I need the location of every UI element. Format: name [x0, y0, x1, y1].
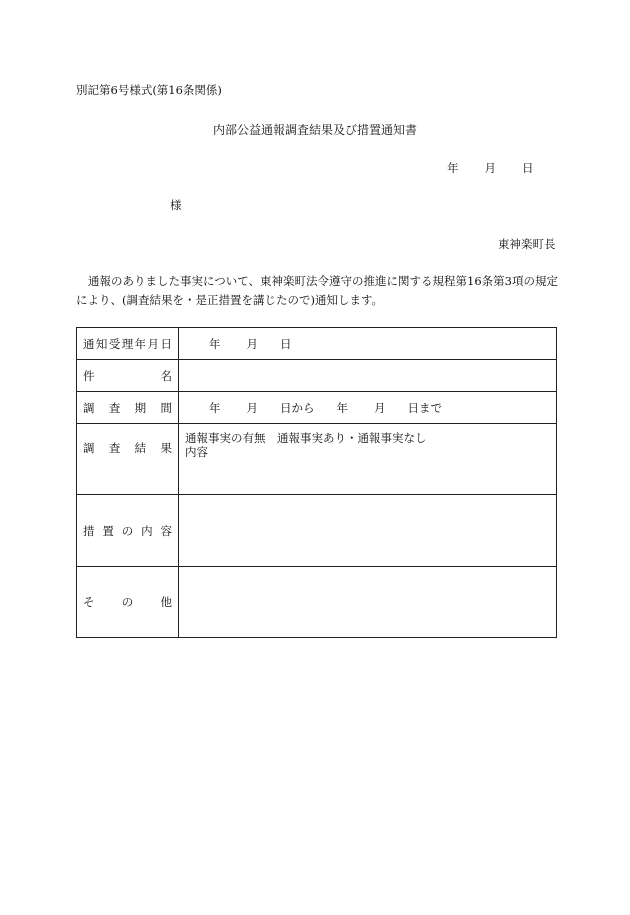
- label-char: の: [121, 595, 134, 609]
- month-label: 月: [484, 161, 496, 175]
- table-row-receipt-date: [77, 328, 557, 360]
- result-content-line: 内容: [185, 445, 208, 459]
- issue-date: [447, 161, 534, 175]
- label-char: 措: [83, 523, 95, 538]
- label-char: 結: [134, 441, 147, 455]
- label-char: 日: [160, 336, 172, 351]
- value-investigation-result[interactable]: [179, 424, 557, 495]
- value-measures[interactable]: [179, 495, 557, 567]
- end-month-label: 月: [374, 400, 386, 415]
- value-investigation-period[interactable]: [179, 392, 557, 424]
- label-char: 年: [134, 336, 147, 351]
- table-row-investigation-result: [77, 424, 557, 495]
- month-label: 月: [246, 336, 258, 351]
- label-char: 月: [147, 336, 160, 351]
- label-char: 名: [160, 368, 172, 383]
- table-row-subject: [77, 360, 557, 392]
- label-subject: [77, 360, 179, 392]
- label-char: 査: [108, 441, 121, 455]
- label-char: 通: [83, 336, 95, 351]
- label-investigation-period: [77, 392, 179, 424]
- label-char: 件: [83, 368, 95, 383]
- issuer-name: 東神楽町長: [498, 237, 556, 251]
- start-day-label: 日から: [280, 400, 315, 415]
- label-char: 調: [83, 441, 95, 455]
- label-char: そ: [83, 595, 95, 609]
- day-label: 日: [280, 336, 292, 351]
- table-row-investigation-period: [77, 392, 557, 424]
- recipient-line: 様: [170, 198, 182, 212]
- label-char: 理: [121, 336, 134, 351]
- value-other[interactable]: [179, 567, 557, 638]
- start-year-label: 年: [209, 400, 221, 415]
- end-year-label: 年: [336, 400, 348, 415]
- label-char: 調: [83, 400, 95, 415]
- year-label: 年: [447, 161, 459, 175]
- label-receipt-date: [77, 328, 179, 360]
- result-existence-line: 通報事実の有無 通報事実あり・通報事実なし: [185, 431, 427, 445]
- document-title: 内部公益通報調査結果及び措置通知書: [212, 123, 417, 137]
- table-row-other: [77, 567, 557, 638]
- label-char: 置: [102, 523, 114, 538]
- label-other: [77, 567, 179, 638]
- year-label: 年: [209, 336, 221, 351]
- label-measures: [77, 495, 179, 567]
- value-receipt-date[interactable]: [179, 328, 557, 360]
- label-char: 査: [108, 400, 121, 415]
- label-char: 受: [108, 336, 121, 351]
- value-subject[interactable]: [179, 360, 557, 392]
- table-row-measures: [77, 495, 557, 567]
- label-char: 内: [141, 523, 153, 538]
- start-month-label: 月: [246, 400, 258, 415]
- label-char: 間: [160, 400, 172, 415]
- label-char: の: [121, 523, 134, 538]
- label-char: 容: [160, 523, 172, 538]
- day-label: 日: [522, 161, 534, 175]
- label-char: 他: [160, 595, 172, 609]
- label-char: 果: [160, 441, 172, 455]
- label-char: 期: [134, 400, 147, 415]
- form-reference: 別記第6号様式(第16条関係): [76, 83, 222, 97]
- label-char: 知: [95, 336, 108, 351]
- end-day-label: 日まで: [407, 400, 442, 415]
- label-investigation-result: [77, 424, 179, 495]
- body-text: 通報のありました事実について、東神楽町法令遵守の推進に関する規程第16条第3項の規定により、(調査結果を・是正措置を講じたので)通知します。: [76, 274, 558, 307]
- notification-table: [76, 327, 557, 638]
